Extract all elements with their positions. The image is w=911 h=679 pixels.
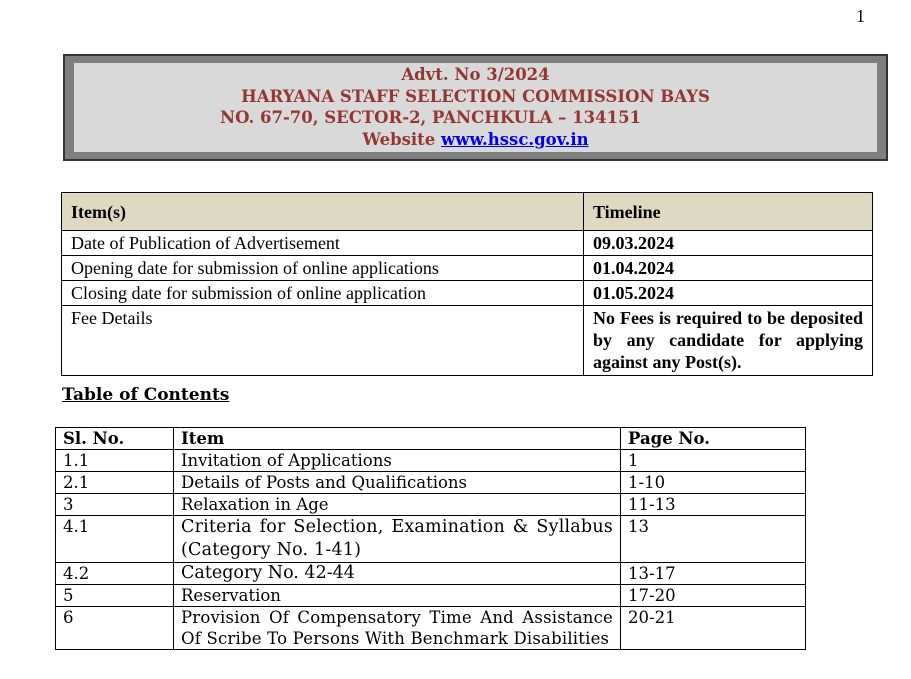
toc-row: [56, 563, 806, 585]
toc-sl: 6: [56, 607, 174, 650]
toc-sl: 4.1: [56, 516, 174, 563]
toc-sl: 2.1: [56, 472, 174, 494]
timeline-value: 01.04.2024: [584, 256, 873, 281]
toc-header-item: Item: [174, 428, 621, 450]
timeline-value: 01.05.2024: [584, 281, 873, 306]
toc-header-page: Page No.: [621, 428, 806, 450]
toc-page: 17-20: [621, 585, 806, 607]
toc-item: Reservation: [174, 585, 621, 607]
toc-page: 1: [621, 450, 806, 472]
toc-header-row: [56, 428, 806, 450]
timeline-row: [62, 256, 873, 281]
fee-details-value: No Fees is required to be deposited by any candidate for applying against any Post(s).: [584, 306, 873, 376]
website-line: [74, 129, 877, 151]
toc-item: Invitation of Applications: [174, 450, 621, 472]
toc-header-sl: Sl. No.: [56, 428, 174, 450]
timeline-item: Opening date for submission of online applications: [62, 256, 584, 281]
timeline-row: [62, 231, 873, 256]
timeline-header-item: Item(s): [62, 193, 584, 231]
organization-name: HARYANA STAFF SELECTION COMMISSION BAYS: [241, 86, 710, 106]
website-link[interactable]: www.hssc.gov.in: [441, 129, 589, 149]
timeline-header-row: [62, 193, 873, 231]
toc-sl: 4.2: [56, 563, 174, 585]
toc-sl: 5: [56, 585, 174, 607]
toc-row: [56, 516, 806, 563]
advertisement-header-box: [63, 54, 888, 161]
advt-number: Advt. No 3/2024: [401, 65, 550, 84]
toc-table: [55, 427, 806, 650]
timeline-row: [62, 306, 873, 376]
toc-item: Details of Posts and Qualifications: [174, 472, 621, 494]
toc-title: Table of Contents: [62, 385, 230, 405]
toc-item: Provision Of Compensatory Time And Assistance Of Scribe To Persons With Benchmark Disabilities: [174, 607, 621, 650]
website-label: Website: [362, 129, 436, 149]
toc-row: [56, 607, 806, 650]
toc-item: Relaxation in Age: [174, 494, 621, 516]
advertisement-header: [74, 63, 877, 152]
organization-address: NO. 67-70, SECTOR-2, PANCHKULA – 134151: [220, 108, 642, 127]
toc-page: 13-17: [621, 563, 806, 585]
toc-row: [56, 450, 806, 472]
timeline-table: [61, 192, 873, 376]
timeline-item: Closing date for submission of online application: [62, 281, 584, 306]
toc-item: Category No. 42-44: [174, 563, 621, 585]
timeline-value: 09.03.2024: [584, 231, 873, 256]
toc-row: [56, 494, 806, 516]
toc-row: [56, 472, 806, 494]
timeline-row: [62, 281, 873, 306]
timeline-item: Fee Details: [62, 306, 584, 376]
toc-page: 11-13: [621, 494, 806, 516]
toc-sl: 3: [56, 494, 174, 516]
toc-page: 20-21: [621, 607, 806, 650]
timeline-item: Date of Publication of Advertisement: [62, 231, 584, 256]
timeline-header-timeline: Timeline: [584, 193, 873, 231]
toc-item: Criteria for Selection, Examination & Syllabus (Category No. 1-41): [174, 516, 621, 563]
toc-row: [56, 585, 806, 607]
toc-sl: 1.1: [56, 450, 174, 472]
page-number: 1: [856, 6, 865, 26]
toc-page: 13: [621, 516, 806, 563]
toc-page: 1-10: [621, 472, 806, 494]
